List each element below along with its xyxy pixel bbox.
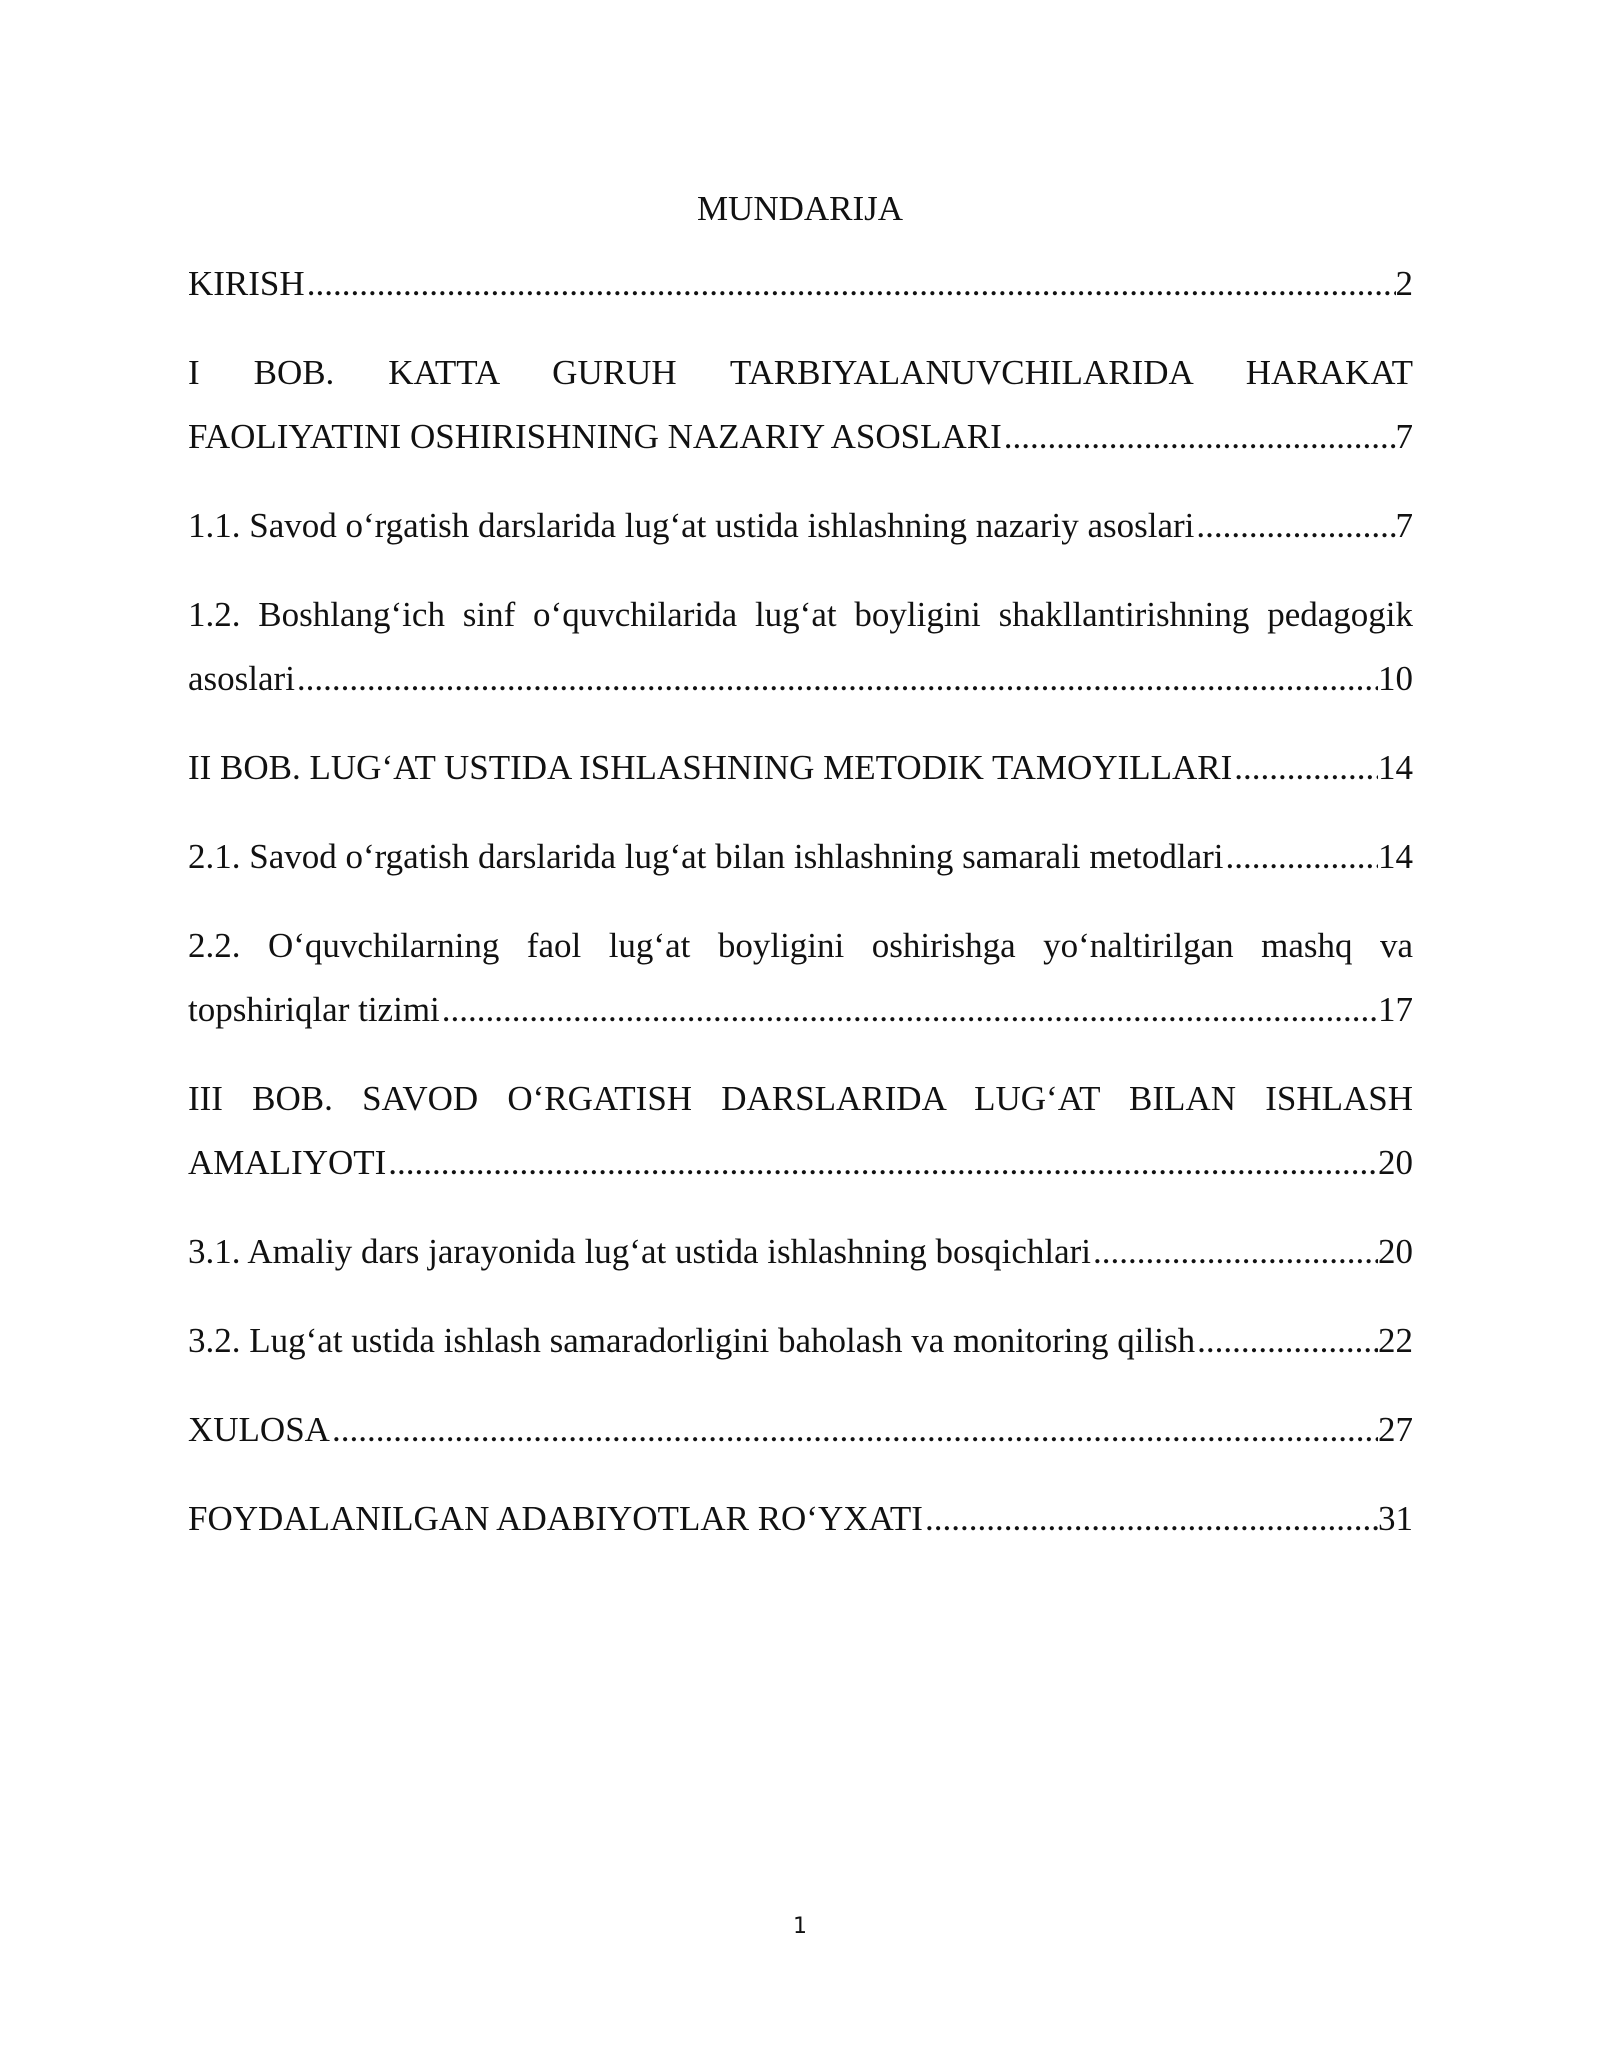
dot-leader [1194, 494, 1395, 558]
toc-page-number: 20 [1378, 1232, 1413, 1271]
toc-page-number: 10 [1378, 659, 1413, 698]
toc-entry-chapter-2 [188, 736, 1413, 800]
toc-line [188, 494, 1413, 558]
toc-entry-text: 2.1. Savod o‘rgatish darslarida lug‘at bilan ishlashning samarali metodlari [188, 837, 1224, 876]
dot-leader [1224, 825, 1378, 889]
toc-entry-section-2-2 [188, 914, 1413, 1042]
toc-entry-text: asoslari [188, 659, 295, 698]
toc-entry-section-1-2 [188, 583, 1413, 711]
toc-page-number: 14 [1378, 748, 1413, 787]
toc-entry-section-3-2 [188, 1309, 1413, 1373]
toc-entry-text: KIRISH [188, 264, 305, 303]
toc-entry-kirish [188, 252, 1413, 316]
toc-entry-text: 1.1. Savod o‘rgatish darslarida lug‘at ustida ishlashning nazariy asoslari [188, 506, 1195, 545]
toc-page-number: 7 [1395, 417, 1413, 456]
toc-page-number: 17 [1378, 990, 1413, 1029]
toc-title: MUNDARIJA [696, 189, 904, 228]
toc-entry-chapter-3 [188, 1067, 1413, 1195]
page-footer-number: 1 [793, 1914, 807, 1939]
toc-line [188, 1309, 1413, 1373]
toc-line [188, 736, 1413, 800]
toc-entry-text: topshiriqlar tizimi [188, 990, 440, 1029]
dot-leader [1091, 1220, 1378, 1284]
toc-page-number: 14 [1378, 837, 1413, 876]
dot-leader [1195, 1309, 1378, 1373]
toc-page-number: 27 [1378, 1410, 1413, 1449]
toc-entry-text: AMALIYOTI [188, 1143, 387, 1182]
dot-leader [440, 978, 1378, 1042]
toc-page-number: 22 [1378, 1321, 1413, 1360]
dot-leader [386, 1131, 1378, 1195]
dot-leader [923, 1487, 1378, 1551]
toc-entry-text: II BOB. LUG‘AT USTIDA ISHLASHNING METODIK TAMOYILLARI [188, 748, 1233, 787]
toc-entry-text: 3.1. Amaliy dars jarayonida lug‘at ustida ishlashning bosqichlari [188, 1232, 1092, 1271]
dot-leader [330, 1398, 1378, 1462]
toc-entry-section-1-1 [188, 494, 1413, 558]
toc-line [188, 1398, 1413, 1462]
toc-entry-text: FOYDALANILGAN ADABIYOTLAR RO‘YXATI [188, 1499, 923, 1538]
toc-entry-text: 3.2. Lug‘at ustida ishlash samaradorligini baholash va monitoring qilish [188, 1321, 1196, 1360]
dot-leader [1232, 736, 1378, 800]
toc-entry-references [188, 1487, 1413, 1551]
table-of-contents [188, 252, 1413, 1576]
toc-page-number: 2 [1395, 264, 1413, 303]
toc-page-number: 20 [1378, 1143, 1413, 1182]
toc-entry-first-line: III BOB. SAVOD O‘RGATISH DARSLARIDA LUG‘AT BILAN ISHLASH [188, 1079, 1413, 1118]
toc-line [188, 825, 1413, 889]
toc-line [188, 252, 1413, 316]
toc-line [188, 1487, 1413, 1551]
toc-page-number: 7 [1395, 506, 1413, 545]
dot-leader [305, 252, 1396, 316]
toc-entry-first-line: 2.2. O‘quvchilarning faol lug‘at boyligini oshirishga yo‘naltirilgan mashq va [188, 926, 1413, 965]
toc-line [188, 1131, 1413, 1195]
toc-line [188, 405, 1413, 469]
toc-entry-first-line: 1.2. Boshlang‘ich sinf o‘quvchilarida lug‘at boyligini shakllantirishning pedagogik [188, 595, 1413, 634]
toc-line [188, 978, 1413, 1042]
toc-line [188, 647, 1413, 711]
toc-line [188, 1220, 1413, 1284]
dot-leader [1002, 405, 1396, 469]
dot-leader [295, 647, 1378, 711]
toc-entry-first-line: I BOB. KATTA GURUH TARBIYALANUVCHILARIDA HARAKAT [188, 353, 1413, 392]
toc-page-number: 31 [1378, 1499, 1413, 1538]
toc-entry-xulosa [188, 1398, 1413, 1462]
toc-entry-text: FAOLIYATINI OSHIRISHNING NAZARIY ASOSLARI [188, 417, 1002, 456]
toc-entry-section-2-1 [188, 825, 1413, 889]
toc-entry-section-3-1 [188, 1220, 1413, 1284]
toc-entry-chapter-1 [188, 341, 1413, 469]
toc-entry-text: XULOSA [188, 1410, 330, 1449]
